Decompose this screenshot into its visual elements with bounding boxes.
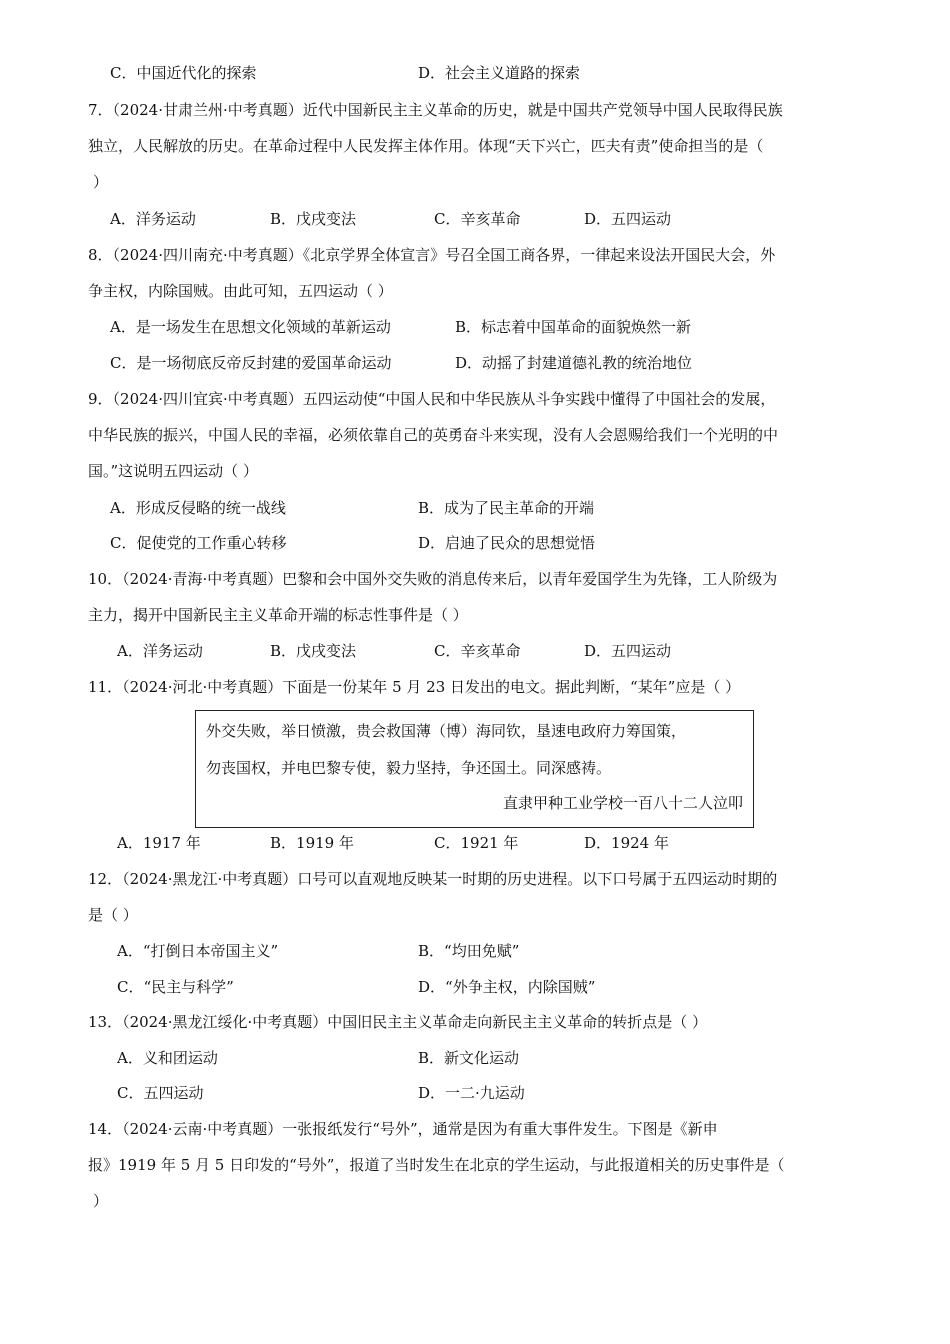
q10-option-d: D．五四运动 [584,642,672,660]
q13-option-a: A．义和团运动 [117,1049,218,1067]
q11-stem-line1: 11．（2024·河北·中考真题）下面是一份某年 5 月 23 日发出的电文。据此判断，“某年”应是（ ） [88,678,741,696]
q12-option-b: B．“均田免赋” [418,942,520,960]
q10-option-c: C．辛亥革命 [434,642,521,660]
q7-stem-line1: 7．（2024·甘肃兰州·中考真题）近代中国新民主主义革命的历史，就是中国共产党领导中国人民取得民族 [88,101,783,119]
q12-stem-line2: 是（ ） [88,906,138,924]
q11-telegram-line2: 勿丧国权，并电巴黎专使，毅力坚持，争还国土。同深感祷。 [206,759,612,777]
q12-option-a: A．“打倒日本帝国主义” [117,942,279,960]
q8-stem-line2: 争主权，内除国贼。由此可知，五四运动（ ） [88,282,393,300]
q6-option-d: D．社会主义道路的探索 [418,64,581,82]
q7-option-b: B．戊戌变法 [270,210,357,228]
q10-stem-line1: 10．（2024·青海·中考真题）巴黎和会中国外交失败的消息传来后，以青年爱国学生为先锋，工人阶级为 [88,570,778,588]
q14-stem-line1: 14．（2024·云南·中考真题）一张报纸发行“号外”，通常是因为有重大事件发生。下图是《新申 [88,1120,718,1138]
q13-option-c: C．五四运动 [117,1084,204,1102]
q7-stem-line3: ） [93,173,109,191]
q14-stem-line3: ） [93,1192,109,1210]
q11-option-c: C．1921 年 [434,834,519,852]
q8-option-c: C．是一场彻底反帝反封建的爱国革命运动 [110,354,392,372]
q9-option-b: B．成为了民主革命的开端 [418,499,595,517]
q11-telegram-box [195,710,754,828]
q8-option-a: A．是一场发生在思想文化领域的革新运动 [110,318,391,336]
q7-option-a: A．洋务运动 [110,210,196,228]
q9-option-a: A．形成反侵略的统一战线 [110,499,286,517]
q13-option-b: B．新文化运动 [418,1049,520,1067]
q10-option-a: A．洋务运动 [117,642,203,660]
q9-option-d: D．启迪了民众的思想觉悟 [418,534,596,552]
q11-telegram-line1: 外交失败，举日愤激，贵会救国薄（博）海同钦，垦速电政府力筹国策， [206,722,687,740]
q9-stem-line3: 国。”这说明五四运动（ ） [88,462,258,480]
q7-option-c: C．辛亥革命 [434,210,521,228]
q14-stem-line2: 报》1919 年 5 月 5 日印发的“号外”，报道了当时发生在北京的学生运动，与此报道相关的历史事件是（ [88,1156,785,1174]
q10-option-b: B．戊戌变法 [270,642,357,660]
q7-stem-line2: 独立，人民解放的历史。在革命过程中人民发挥主体作用。体现“天下兴亡，匹夫有责”使命担当的是（ [88,137,764,155]
q8-option-d: D．动摇了封建道德礼教的统治地位 [455,354,693,372]
q11-option-b: B．1919 年 [270,834,354,852]
q9-option-c: C．促使党的工作重心转移 [110,534,287,552]
q9-stem-line2: 中华民族的振兴，中国人民的幸福，必须依靠自己的英勇奋斗来实现，没有人会恩赐给我们一个光明的中 [88,426,779,444]
q13-stem-line1: 13．（2024·黑龙江绥化·中考真题）中国旧民主主义革命走向新民主主义革命的转折点是（ ） [88,1013,708,1031]
q11-option-a: A．1917 年 [117,834,201,852]
q8-option-b: B．标志着中国革命的面貌焕然一新 [455,318,692,336]
q7-option-d: D．五四运动 [584,210,672,228]
q12-stem-line1: 12．（2024·黑龙江·中考真题）口号可以直观地反映某一时期的历史进程。以下口号属于五四运动时期的 [88,870,778,888]
q11-telegram-signature: 直隶甲种工业学校一百八十二人泣叩 [502,794,743,812]
q11-option-d: D．1924 年 [584,834,669,852]
q8-stem-line1: 8．（2024·四川南充·中考真题）《北京学界全体宣言》号召全国工商各界，一律起来设法开国民大会，外 [88,246,776,264]
q12-option-d: D．“外争主权，内除国贼” [418,978,596,996]
q6-option-c: C．中国近代化的探索 [110,64,257,82]
q9-stem-line1: 9．（2024·四川宜宾·中考真题）五四运动使“中国人民和中华民族从斗争实践中懂得了中国社会的发展， [88,390,776,408]
q12-option-c: C．“民主与科学” [117,978,234,996]
q10-stem-line2: 主力，揭开中国新民主主义革命开端的标志性事件是（ ） [88,606,468,624]
q13-option-d: D．一二·九运动 [418,1084,525,1102]
